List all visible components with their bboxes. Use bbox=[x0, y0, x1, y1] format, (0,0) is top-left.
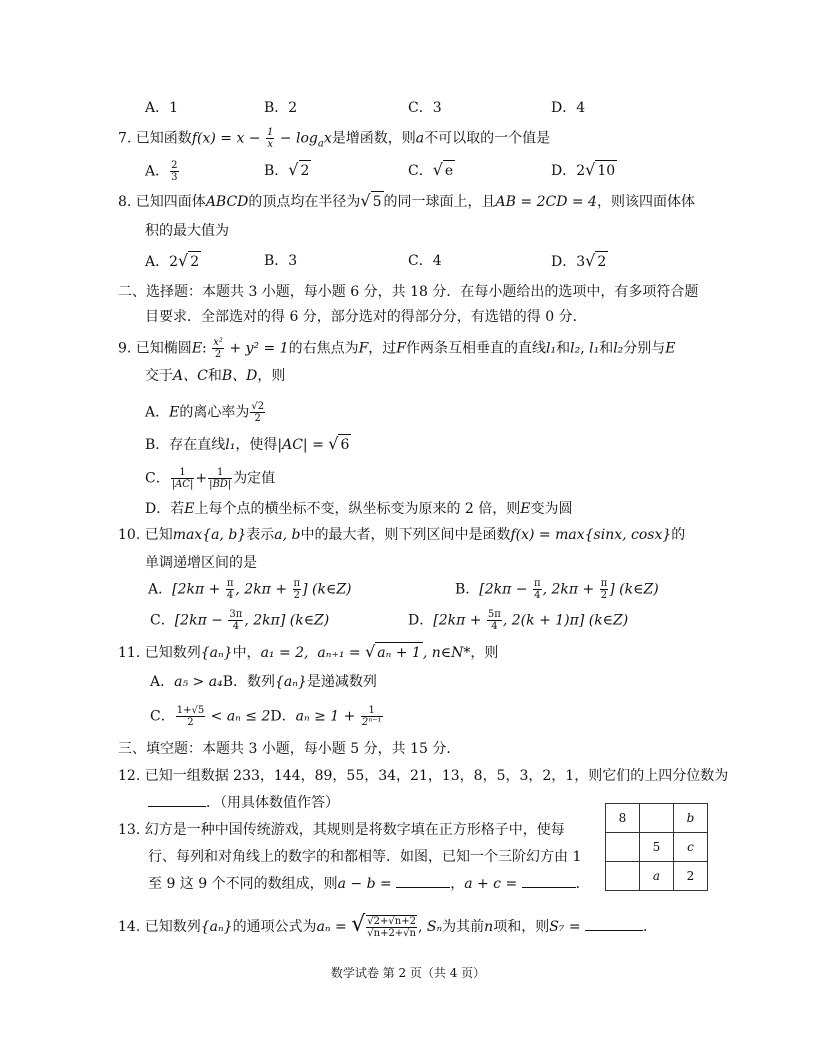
q7-option-a: A． $\frac{2}{3}$ bbox=[145, 160, 178, 183]
q11-option-ab: A．a₅ > a₄B．数列{aₙ}是递减数列 bbox=[150, 674, 377, 690]
q8-stem-line2: 积的最大值为 bbox=[145, 223, 229, 239]
q11-stem: 11. 已知数列{aₙ}中，a₁ = 2, aₙ₊₁ = √ aₙ + 1 , n∈N*，则 bbox=[118, 642, 499, 661]
q10-stem-line2: 单调递增区间的是 bbox=[145, 555, 257, 571]
q8-stem-line1: 8. 已知四面体ABCD的顶点均在半径为√ 5 的同一球面上，且AB = 2CD = 4，则该四面体体 bbox=[118, 191, 695, 210]
q10-option-c: C．[2kπ − $\frac{3\pi}{4}$ , 2kπ] (k∈Z) bbox=[150, 609, 330, 632]
q12-answer-blank[interactable] bbox=[148, 806, 206, 807]
q8-option-a: A．2√ 2 bbox=[145, 251, 200, 270]
q7-option-b: B．√ 2 bbox=[264, 160, 310, 179]
q14-answer-blank[interactable] bbox=[585, 930, 643, 931]
grid-cell: c bbox=[674, 833, 708, 862]
q9-stem-line2: 交于A、C和B、D，则 bbox=[145, 368, 286, 384]
q13-stem-line2: 行、每列和对角线上的数字的和都相等．如图，已知一个三阶幻方由 1 bbox=[148, 849, 582, 865]
grid-cell: a bbox=[640, 862, 674, 891]
section2-heading-line2: 目要求．全部选对的得 6 分，部分选对的得部分分，有选错的得 0 分． bbox=[145, 309, 587, 325]
q7-log: − log bbox=[275, 130, 318, 147]
q6-option-c: C．3 bbox=[408, 100, 442, 116]
section2-heading-line1: 二、选择题：本题共 3 小题，每小题 6 分，共 18 分．在每小题给出的选项中，有多项符合题 bbox=[118, 284, 699, 300]
q7-fx: f(x) = x − bbox=[191, 130, 265, 147]
grid-cell bbox=[606, 833, 640, 862]
q7-option-d: D．2√ 10 bbox=[551, 160, 616, 179]
q6-option-b: B．2 bbox=[264, 100, 298, 116]
grid-cell: 2 bbox=[674, 862, 708, 891]
grid-cell: 5 bbox=[640, 833, 674, 862]
q9-option-d: D．若E上每个点的横坐标不变，纵坐标变为原来的 2 倍，则E变为圆 bbox=[145, 501, 573, 517]
grid-cell bbox=[606, 862, 640, 891]
magic-square-grid bbox=[605, 803, 708, 891]
grid-cell: b bbox=[674, 804, 708, 833]
q6-option-a: A．1 bbox=[145, 100, 179, 116]
q11-option-cd: C． $\frac{1+√5}{2}$ < aₙ ≤ 2D．aₙ ≥ 1 + $\frac{1}{\text{2ⁿ⁻¹}}$ bbox=[150, 705, 382, 728]
q8-option-b: B．3 bbox=[264, 253, 298, 269]
q10-stem-line1: 10. 已知max{a, b}表示a, b中的最大者，则下列区间中是函数f(x) = max{sinx, cosx}的 bbox=[118, 527, 686, 543]
q13-stem-line3: 至 9 这 9 个不同的数组成，则a − b = ，a + c = ． bbox=[148, 876, 590, 892]
q13-answer-blank-1[interactable] bbox=[396, 887, 450, 888]
q10-option-d: D．[2kπ + $\frac{5\pi}{4}$ , 2(k + 1)π] (k∈Z) bbox=[408, 609, 629, 632]
q12-stem-line2: ．（用具体数值作答） bbox=[148, 793, 339, 813]
q13-answer-blank-2[interactable] bbox=[522, 887, 576, 888]
q7-option-c: C．√ e bbox=[408, 160, 454, 179]
q8-option-d: D．3√ 2 bbox=[551, 251, 607, 270]
grid-cell: 8 bbox=[606, 804, 640, 833]
q13-stem-line1: 13. 幻方是一种中国传统游戏，其规则是将数字填在正方形格子中，使每 bbox=[118, 822, 565, 838]
q8-option-c: C．4 bbox=[408, 253, 442, 269]
q9-option-c: C． $\frac{1}{|AC|}$ + $\frac{1}{|BD|}$ 为定值 bbox=[145, 467, 276, 490]
q7-stem: 7. 已知函数f(x) = x − $\frac{1}{x}$ − $\log_ax$是增函数，则a不可以取的一个值是 bbox=[118, 127, 551, 150]
q10-option-a: A．[2kπ + $\frac{\pi}{4}$ , 2kπ + $\frac{\pi}{2}$ ] (k∈Z) bbox=[148, 578, 352, 601]
q12-stem-line1: 12. 已知一组数据 233，144，89，55，34，21，13，8，5，3，2，1，则它们的上四分位数为 bbox=[118, 768, 729, 784]
grid-cell bbox=[640, 804, 674, 833]
q7-frac: $\frac{1}{x}$ bbox=[266, 127, 274, 150]
q7-num: 7. 已知函数 bbox=[118, 130, 192, 147]
q9-stem-line1: 9. 已知椭圆E: $\frac{\text{x²}}{2}$ + y² = 1的右焦点为F，过F作两条互相垂直的直线l₁和l₂, l₁和l₂分别与E bbox=[118, 337, 676, 360]
q6-option-d: D．4 bbox=[551, 100, 586, 116]
q10-option-b: B．[2kπ − $\frac{\pi}{4}$ , 2kπ + $\frac{\pi}{2}$ ] (k∈Z) bbox=[455, 578, 659, 601]
q9-option-a: A．E的离心率为 $\frac{√2}{2}$ bbox=[145, 401, 265, 424]
page-footer: 数学试卷 第 2 页（共 4 页） bbox=[330, 966, 486, 980]
q9-option-b: B．存在直线l₁，使得|AC| = √ 6 bbox=[145, 434, 350, 453]
section3-heading: 三、填空题：本题共 3 小题，每小题 5 分，共 15 分． bbox=[118, 741, 461, 757]
q14-stem: 14. 已知数列{aₙ}的通项公式为aₙ = √ $\frac{√2+√n+2}{√n+2+√n}$ , Sₙ为其前n项和，则S₇ = ． bbox=[118, 912, 658, 939]
